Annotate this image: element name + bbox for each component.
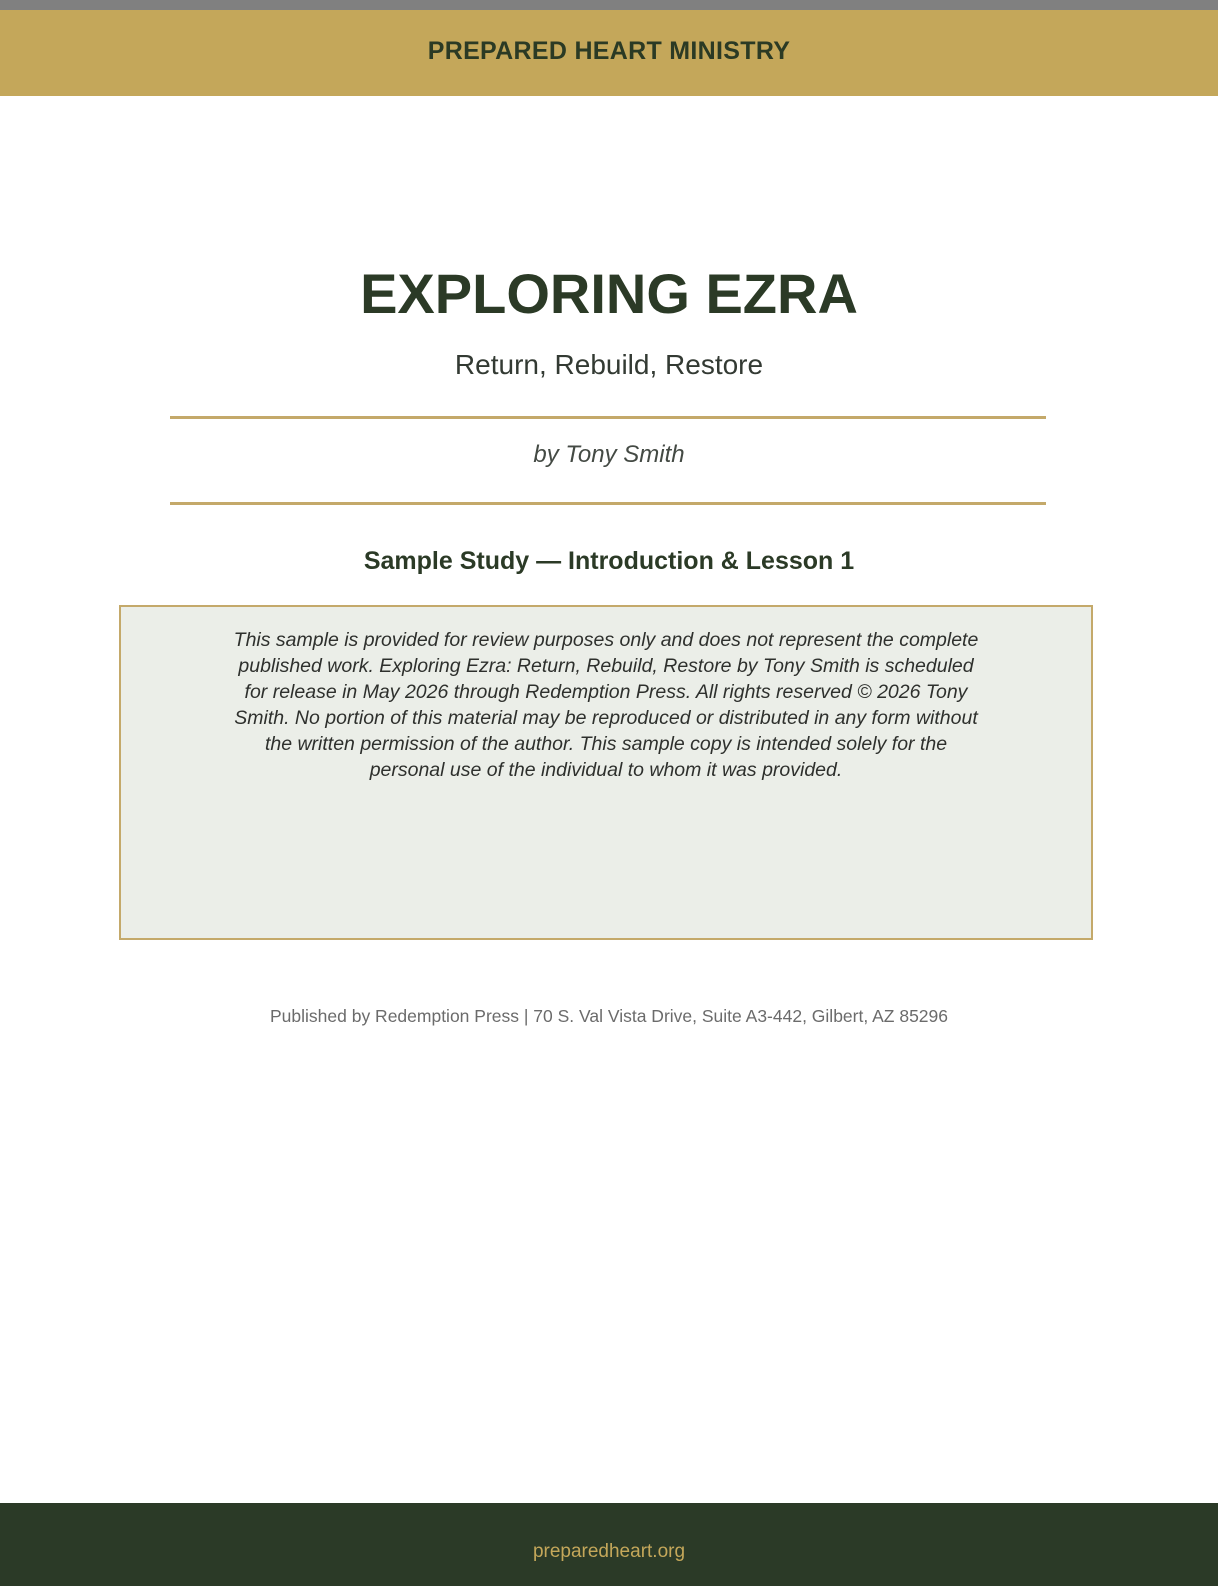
website-link[interactable]: preparedheart.org — [532, 1540, 686, 1562]
section-heading: Sample Study — Introduction & Lesson 1 — [363, 547, 855, 575]
publisher-line: Published by Redemption Press | 70 S. Val Vista Drive, Suite A3-442, Gilbert, AZ 85296 — [269, 1006, 948, 1026]
divider-top — [170, 416, 1046, 419]
header-band — [0, 10, 1218, 96]
book-title: EXPLORING EZRA — [360, 262, 858, 325]
divider-bottom — [170, 502, 1046, 505]
author-line: by Tony Smith — [533, 441, 685, 468]
review-notice-text: This sample is provided for review purposes only and does not represent the complete published work. Exploring Ezra: Return, Rebuild, Restore by Tony Smith is scheduled for release in May 2026 through Redemption Press. All rights reserved © 2026 Tony Smith. No portion of this material may be reproduced or distributed in any form without the written permission of the author. This sample copy is intended solely for the personal use of the individual to whom it was provided. — [233, 629, 979, 781]
ministry-name: PREPARED HEART MINISTRY — [427, 37, 791, 65]
book-subtitle: Return, Rebuild, Restore — [454, 349, 764, 380]
footer-band — [0, 1503, 1218, 1586]
review-notice-box — [119, 605, 1093, 940]
top-gray-strip — [0, 0, 1218, 10]
